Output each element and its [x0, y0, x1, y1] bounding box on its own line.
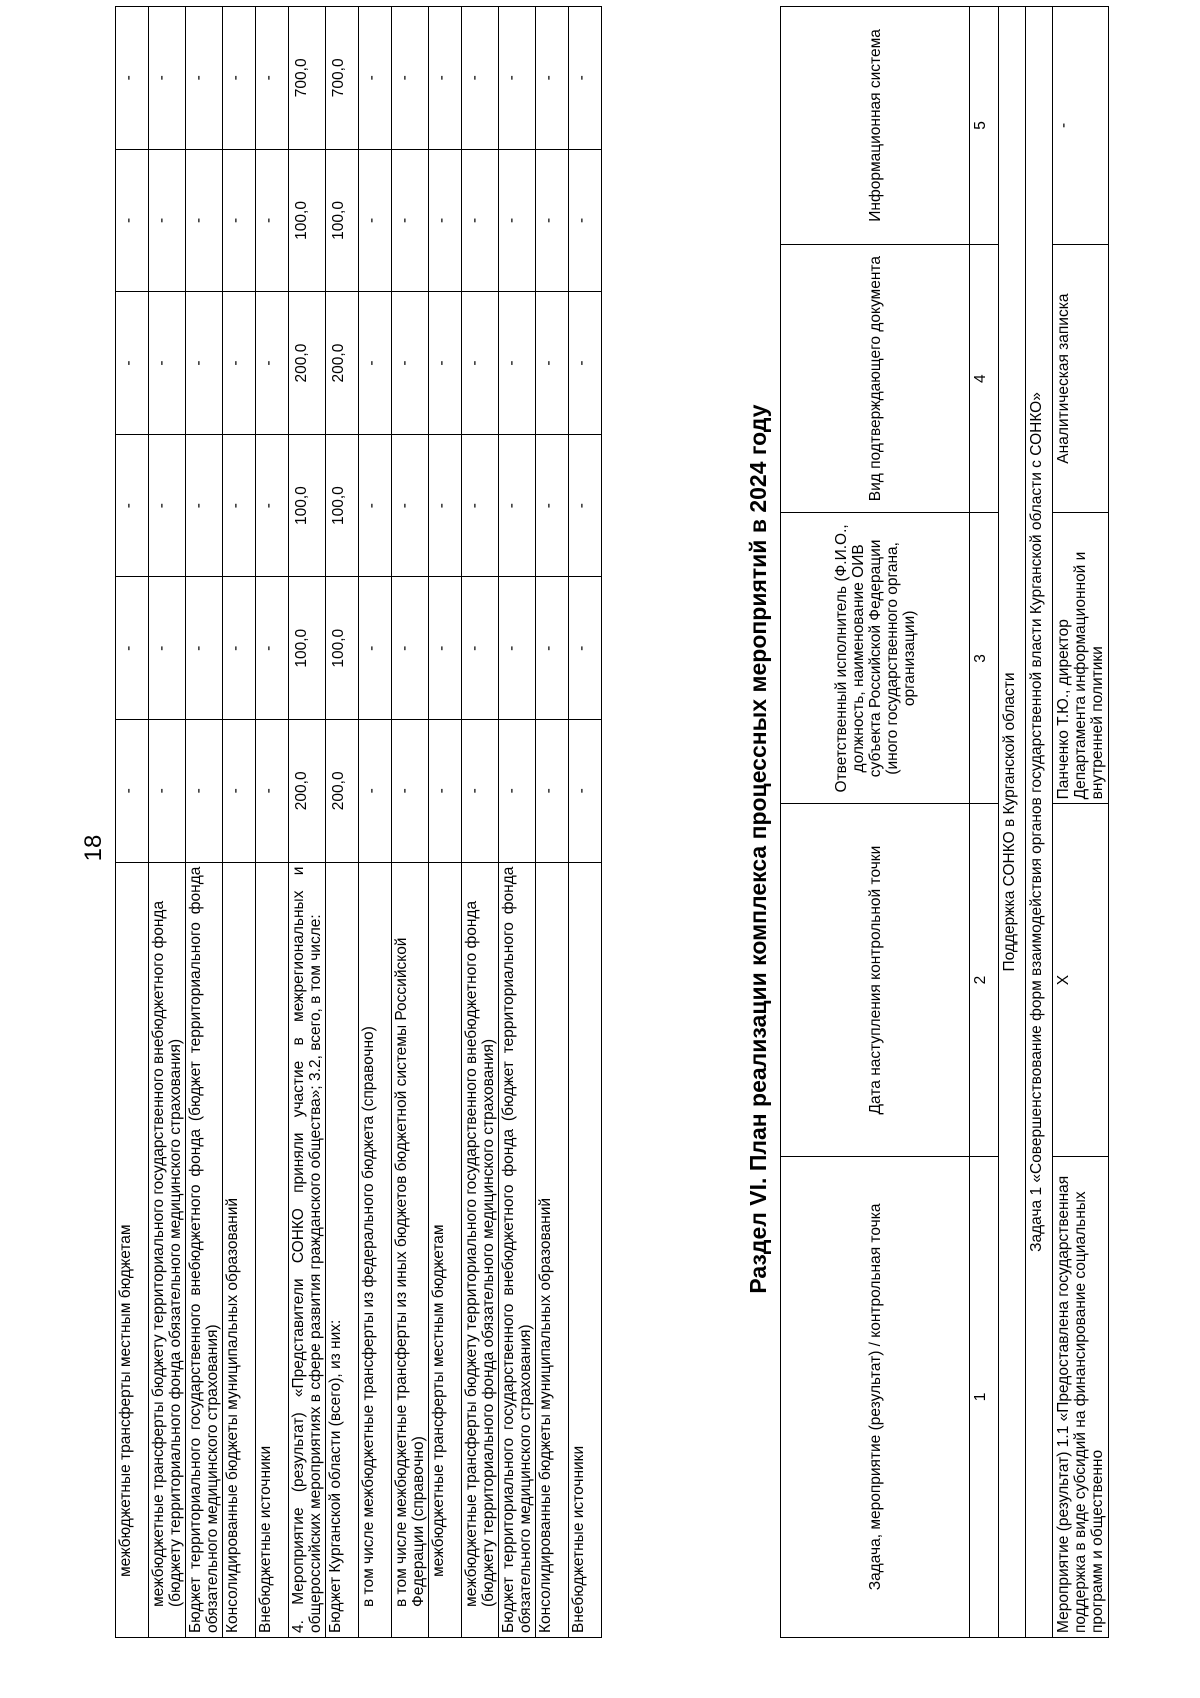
header-document-type: Вид подтверждающего документа — [781, 244, 970, 513]
finance-row — [359, 7, 392, 1638]
finance-row-value: - — [359, 434, 392, 577]
finance-row-value: - — [223, 7, 256, 150]
header-info-system: Информационная система — [781, 7, 970, 245]
finance-row-value: 100,0 — [289, 434, 326, 577]
finance-row-value: - — [359, 7, 392, 150]
finance-row-label: межбюджетные трансферты бюджету территориального государственного внебюджетного фонда (бюджету территориального фонда обязательного медицинского страхования) — [149, 862, 186, 1637]
finance-row-value: - — [116, 292, 149, 435]
finance-row-value: - — [462, 577, 499, 720]
finance-row-value: - — [536, 577, 569, 720]
finance-row-value: - — [569, 7, 602, 150]
finance-row-value: - — [359, 720, 392, 863]
finance-row-value: - — [392, 720, 429, 863]
finance-row-value: - — [186, 149, 223, 292]
page-number: 18 — [80, 834, 107, 862]
finance-row-value: - — [429, 7, 462, 150]
plan-row — [1053, 7, 1109, 1638]
finance-row-value: - — [499, 149, 536, 292]
section-row-label: Поддержка СОНКО в Курганской области — [999, 7, 1026, 1638]
finance-row-label: Бюджет территориального государственного внебюджетного фонда (бюджет территориального фонда обязательного медицинского страхования) — [186, 862, 223, 1637]
finance-row-value: - — [569, 577, 602, 720]
finance-row-value: - — [116, 577, 149, 720]
section-title: Раздел VI. План реализации комплекса процессных мероприятий в 2024 году — [745, 404, 771, 1294]
plan-cell-responsible: Панченко Т.Ю., директор Департамента информационной и внутренней политики — [1053, 513, 1109, 804]
finance-row-label: Бюджет Курганской области (всего), из них: — [326, 862, 359, 1637]
plan-cell-task: Мероприятие (результат) 1.1 «Предоставлена государственная поддержка в виде субсидий на финансирование социальных программ и общественно — [1053, 1156, 1109, 1637]
finance-row-value: - — [569, 149, 602, 292]
finance-row — [149, 7, 186, 1638]
column-number: 1 — [970, 1156, 999, 1637]
finance-row-value: - — [429, 434, 462, 577]
finance-row — [223, 7, 256, 1638]
finance-row-value: - — [359, 149, 392, 292]
finance-row-value: - — [116, 149, 149, 292]
task-row — [1026, 7, 1053, 1638]
finance-row — [289, 7, 326, 1638]
finance-row — [392, 7, 429, 1638]
finance-row-value: - — [462, 292, 499, 435]
finance-row-label: 4. Мероприятие (результат) «Представители СОНКО приняли участие в межрегиональных и общероссийских мероприятиях в сфере развития гражданского общества»; 3.2, всего, в том числе: — [289, 862, 326, 1637]
finance-row-value: - — [186, 292, 223, 435]
finance-row-value: - — [392, 292, 429, 435]
column-number: 3 — [970, 513, 999, 804]
finance-row-value: 200,0 — [326, 720, 359, 863]
finance-row-value: - — [429, 149, 462, 292]
finance-row-value: - — [256, 149, 289, 292]
finance-row-label: в том числе межбюджетные трансферты из иных бюджетов бюджетной системы Российской Федерации (справочно) — [392, 862, 429, 1637]
finance-row-label: Бюджет территориального государственного внебюджетного фонда (бюджет территориального фонда обязательного медицинского страхования) — [499, 862, 536, 1637]
finance-row-value: - — [256, 434, 289, 577]
task-row-label: Задача 1 «Совершенствование форм взаимодействия органов государственной власти Курганской области с СОНКО» — [1026, 7, 1053, 1638]
finance-row-label: межбюджетные трансферты бюджету территориального государственного внебюджетного фонда (бюджету территориального фонда обязательного медицинского страхования) — [462, 862, 499, 1637]
finance-row-value: - — [186, 434, 223, 577]
finance-row-value: - — [462, 149, 499, 292]
finance-row-value: - — [536, 149, 569, 292]
finance-row-value: 200,0 — [289, 292, 326, 435]
finance-row-label: в том числе межбюджетные трансферты из федерального бюджета (справочно) — [359, 862, 392, 1637]
header-responsible: Ответственный исполнитель (Ф.И.О., должность, наименование ОИВ субъекта Российской Федерации (иного государственного органа, организации) — [781, 513, 970, 804]
finance-row-value: 100,0 — [289, 577, 326, 720]
finance-row-value: - — [392, 434, 429, 577]
finance-row-value: 200,0 — [289, 720, 326, 863]
finance-row-value: - — [462, 7, 499, 150]
finance-row — [569, 7, 602, 1638]
finance-row — [186, 7, 223, 1638]
finance-row — [536, 7, 569, 1638]
finance-row-value: - — [536, 7, 569, 150]
finance-row-value: - — [149, 720, 186, 863]
finance-row-value: - — [499, 720, 536, 863]
plan-table — [780, 6, 1109, 1638]
finance-row-value: - — [149, 434, 186, 577]
section-row — [999, 7, 1026, 1638]
finance-row-value: 100,0 — [289, 149, 326, 292]
finance-row-value: - — [116, 434, 149, 577]
finance-row-value: - — [256, 720, 289, 863]
finance-row-value: - — [116, 7, 149, 150]
finance-row — [499, 7, 536, 1638]
finance-row-value: - — [499, 577, 536, 720]
finance-row — [116, 7, 149, 1638]
plan-cell-document-type: Аналитическая записка — [1053, 244, 1109, 513]
finance-row-label: межбюджетные трансферты местным бюджетам — [429, 862, 462, 1637]
finance-row-value: 100,0 — [326, 434, 359, 577]
column-number: 5 — [970, 7, 999, 245]
plan-cell-date: X — [1053, 804, 1109, 1156]
finance-row-value: - — [536, 434, 569, 577]
column-number: 4 — [970, 244, 999, 513]
finance-row-value: - — [392, 577, 429, 720]
finance-row-value: - — [499, 292, 536, 435]
finance-row-value: 200,0 — [326, 292, 359, 435]
finance-row-value: - — [186, 720, 223, 863]
finance-row — [429, 7, 462, 1638]
finance-row-value: 100,0 — [326, 149, 359, 292]
finance-row-value: - — [186, 577, 223, 720]
finance-row-value: - — [429, 720, 462, 863]
plan-cell-info-system: - — [1053, 7, 1109, 245]
finance-row-value: - — [499, 7, 536, 150]
finance-row-value: - — [256, 577, 289, 720]
column-numbers-row — [970, 7, 999, 1638]
header-task: Задача, мероприятие (результат) / контрольная точка — [781, 1156, 970, 1637]
finance-row-value: - — [149, 149, 186, 292]
finance-row-value: - — [429, 577, 462, 720]
finance-row-value: - — [186, 7, 223, 150]
finance-row-value: - — [223, 577, 256, 720]
finance-row — [462, 7, 499, 1638]
finance-row-value: - — [499, 434, 536, 577]
finance-row-value: - — [359, 292, 392, 435]
finance-row-value: - — [359, 577, 392, 720]
finance-row-value: - — [569, 720, 602, 863]
finance-row-value: 100,0 — [326, 577, 359, 720]
finance-row-label: Внебюджетные источники — [569, 862, 602, 1637]
plan-header-row — [781, 7, 970, 1638]
finance-row-value: - — [149, 577, 186, 720]
finance-row-value: - — [256, 7, 289, 150]
finance-row-value: - — [569, 434, 602, 577]
finance-row-label: Консолидированные бюджеты муниципальных образований — [536, 862, 569, 1637]
column-number: 2 — [970, 804, 999, 1156]
finance-row-value: - — [116, 720, 149, 863]
finance-row-value: - — [149, 7, 186, 150]
finance-row-value: - — [149, 292, 186, 435]
finance-row-value: - — [462, 434, 499, 577]
finance-row-value: - — [223, 434, 256, 577]
financing-table — [115, 6, 602, 1638]
finance-row-value: - — [392, 7, 429, 150]
finance-row-label: Консолидированные бюджеты муниципальных образований — [223, 862, 256, 1637]
finance-row — [326, 7, 359, 1638]
finance-row-value: - — [569, 292, 602, 435]
finance-row-value: 700,0 — [289, 7, 326, 150]
finance-row-value: - — [392, 149, 429, 292]
finance-row-value: - — [256, 292, 289, 435]
finance-row-value: - — [536, 292, 569, 435]
finance-row-value: - — [536, 720, 569, 863]
finance-row-label: межбюджетные трансферты местным бюджетам — [116, 862, 149, 1637]
finance-row — [256, 7, 289, 1638]
finance-row-value: - — [223, 292, 256, 435]
finance-row-value: - — [429, 292, 462, 435]
finance-row-value: 700,0 — [326, 7, 359, 150]
header-date: Дата наступления контрольной точки — [781, 804, 970, 1156]
finance-row-label: Внебюджетные источники — [256, 862, 289, 1637]
finance-row-value: - — [223, 720, 256, 863]
finance-row-value: - — [223, 149, 256, 292]
finance-row-value: - — [462, 720, 499, 863]
